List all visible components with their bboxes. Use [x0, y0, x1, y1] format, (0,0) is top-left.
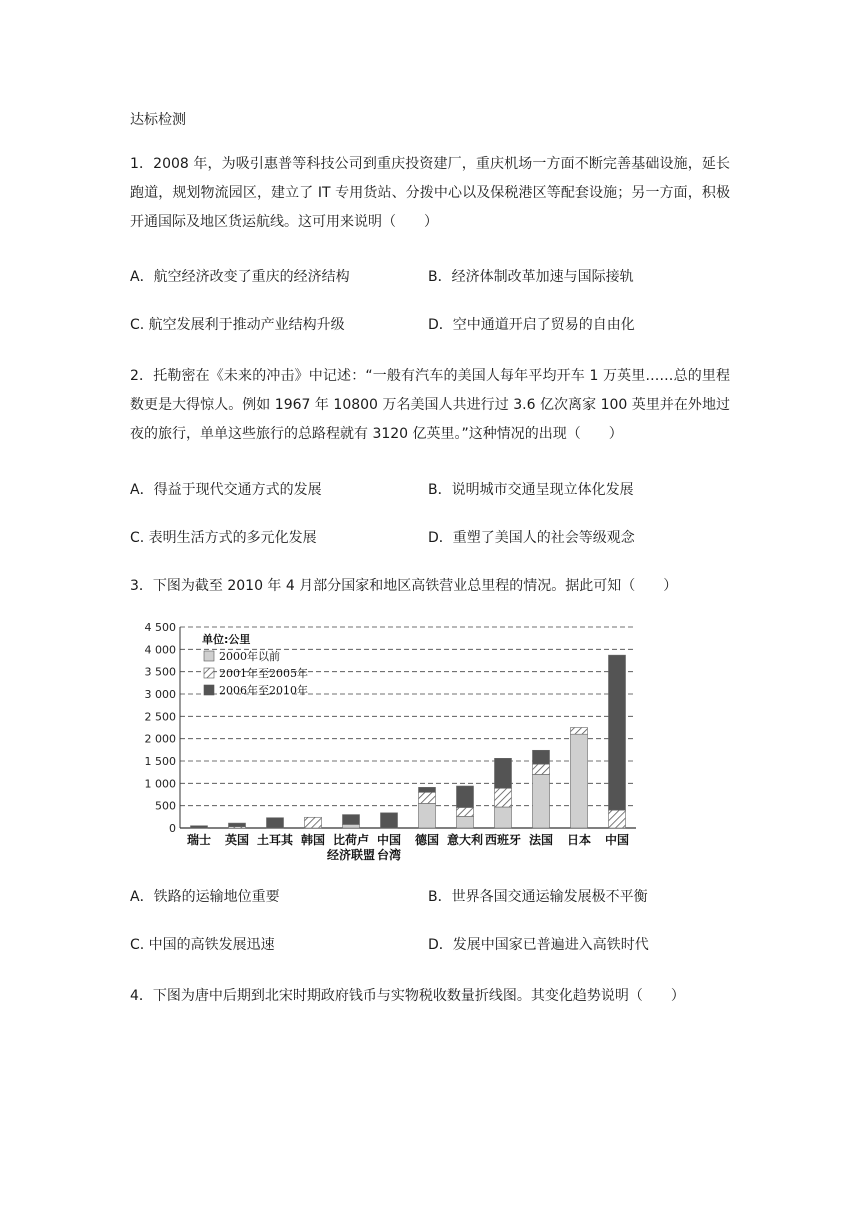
bar-segment [533, 764, 550, 774]
bar-segment [457, 816, 474, 828]
bar-segment [571, 728, 588, 735]
legend-swatch [204, 651, 214, 661]
heading: 达标检测 [130, 112, 186, 128]
bar-segment [419, 803, 436, 828]
legend-swatch [204, 668, 214, 678]
x-tick-label: 日本 [566, 833, 592, 847]
question-4-stem: 4．下图为唐中后期到北宋时期政府钱币与实物税收数量折线图。其变化趋势说明（ ） [130, 988, 685, 1004]
bar-segment [495, 788, 512, 807]
bar-segment [305, 817, 322, 828]
x-tick-label: 法国 [528, 833, 554, 847]
q3-option-d[interactable]: D．发展中国家已普遍进入高铁时代 [428, 937, 649, 953]
bar-segment [533, 774, 550, 828]
x-tick-label: 德国 [414, 833, 440, 847]
x-tick-label: 意大利 [446, 833, 484, 847]
y-tick-label: 2 000 [144, 732, 176, 746]
y-tick-label: 0 [169, 822, 176, 835]
bar-segment [191, 826, 208, 828]
q3-option-a[interactable]: A．铁路的运输地位重要 [130, 889, 280, 905]
y-tick-label: 1 000 [144, 777, 176, 791]
y-tick-label: 500 [155, 799, 176, 813]
y-tick-label: 1 500 [144, 755, 176, 768]
q3-option-c[interactable]: C. 中国的高铁发展迅速 [130, 937, 275, 953]
y-tick-label: 2 500 [144, 710, 176, 724]
bar-segment [229, 823, 246, 827]
bar-segment [495, 758, 512, 788]
bar-segment [343, 815, 360, 825]
y-tick-label: 3 000 [144, 688, 176, 701]
x-tick-label: 瑞士 [186, 833, 212, 847]
bar-segment [609, 810, 626, 828]
bar-segment [343, 824, 360, 828]
bar-segment [457, 786, 474, 807]
question-1-stem: 1．2008 年，为吸引惠普等科技公司到重庆投资建厂，重庆机场一方面不断完善基础设施，延长跑道，规划物流园区，建立了 IT 专用货站、分拨中心以及保税港区等配套设施；另一方面，积极开通国际及地区货运航线。这可用来说明（ ） [130, 156, 730, 230]
bar-segment [419, 787, 436, 792]
bar-segment [457, 807, 474, 816]
bar-segment [609, 655, 626, 810]
q2-option-c[interactable]: C. 表明生活方式的多元化发展 [130, 530, 317, 546]
bar-segment [533, 750, 550, 764]
y-tick-label: 4 000 [144, 643, 176, 657]
bar-segment [381, 813, 398, 828]
legend-label: 2001年至2005年 [219, 667, 308, 680]
q2-option-a[interactable]: A．得益于现代交通方式的发展 [130, 482, 322, 498]
x-tick-label: 经济联盟 [326, 848, 376, 862]
legend-label: 2000年以前 [219, 650, 280, 663]
legend-label: 2006年至2010年 [219, 684, 308, 697]
question-3-stem: 3．下图为截至 2010 年 4 月部分国家和地区高铁营业总里程的情况。据此可知（ ） [130, 578, 678, 594]
high-speed-rail-chart [140, 617, 650, 865]
legend-swatch [204, 685, 214, 695]
bar-segment [571, 734, 588, 828]
x-tick-label: 台湾 [376, 848, 402, 862]
y-tick-label: 4 500 [144, 621, 176, 634]
q3-option-b[interactable]: B．世界各国交通运输发展极不平衡 [428, 889, 648, 905]
y-tick-label: 3 500 [144, 665, 176, 679]
q1-option-b[interactable]: B．经济体制改革加速与国际接轨 [428, 269, 634, 285]
x-tick-label: 比荷卢 [332, 833, 370, 847]
bar-segment [267, 818, 284, 828]
q1-option-c[interactable]: C. 航空发展利于推动产业结构升级 [130, 317, 345, 333]
bar-segment [495, 807, 512, 828]
q1-option-d[interactable]: D．空中通道开启了贸易的自由化 [428, 317, 635, 333]
question-2-stem: 2．托勒密在《未来的冲击》中记述：“一般有汽车的美国人每年平均开车 1 万英里……总的里程数更是大得惊人。例如 1967 年 10800 万名美国人共进行过 3.6 亿次离家 100 英里并在外地过夜的旅行，单单这些旅行的总路程就有 3120 亿英里。”这种情况的出现（ ） [130, 368, 730, 442]
unit-label: 单位:公里 [202, 633, 251, 646]
x-tick-label: 土耳其 [256, 833, 294, 847]
q2-option-d[interactable]: D．重塑了美国人的社会等级观念 [428, 530, 635, 546]
x-tick-label: 英国 [224, 833, 250, 847]
bar-segment [419, 792, 436, 803]
q2-option-b[interactable]: B．说明城市交通呈现立体化发展 [428, 482, 634, 498]
x-tick-label: 韩国 [300, 833, 326, 847]
q1-option-a[interactable]: A．航空经济改变了重庆的经济结构 [130, 269, 350, 285]
x-tick-label: 西班牙 [484, 833, 522, 847]
x-tick-label: 中国 [604, 833, 630, 847]
x-tick-label: 中国 [376, 833, 402, 847]
